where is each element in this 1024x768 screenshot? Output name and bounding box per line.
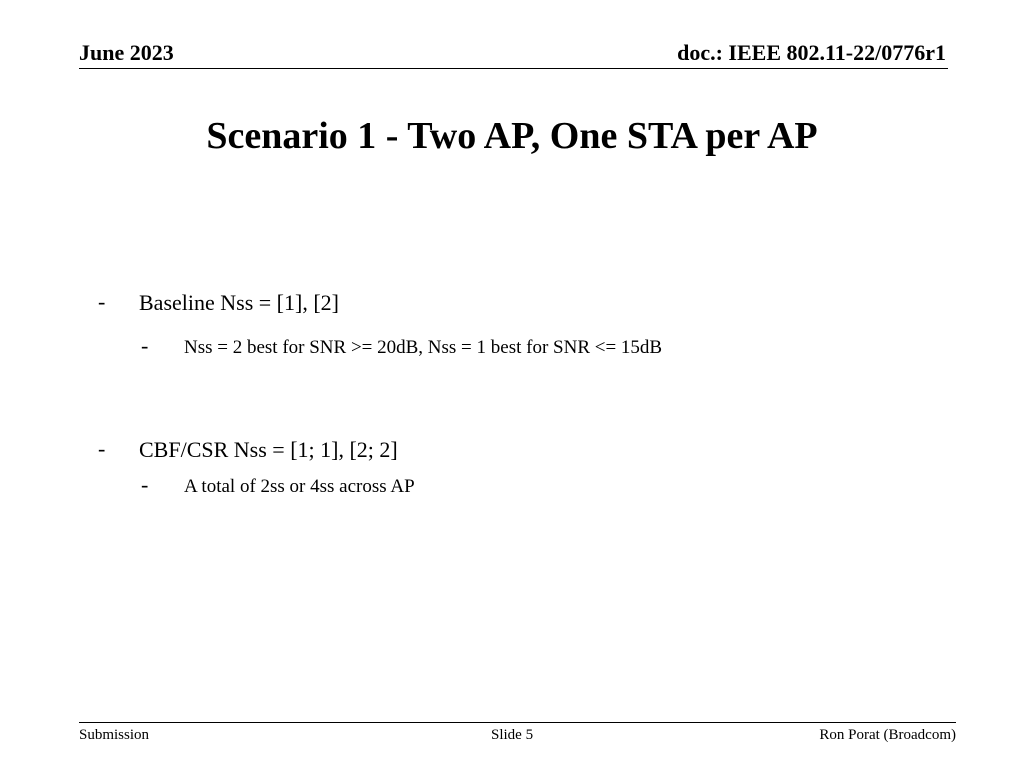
footer-author: Ron Porat (Broadcom)	[819, 727, 956, 743]
header-doc-id: doc.: IEEE 802.11-22/0776r1	[677, 40, 946, 65]
slide-title: Scenario 1 - Two AP, One STA per AP	[206, 115, 818, 157]
sub-bullet-text: A total of 2ss or 4ss across AP	[184, 476, 415, 497]
sub-bullet-marker: -	[141, 333, 149, 358]
footer-slide-number: Slide 5	[491, 727, 534, 743]
bullet-marker: -	[98, 289, 106, 314]
sub-bullet-marker: -	[141, 472, 149, 497]
bullet-text: CBF/CSR Nss = [1; 1], [2; 2]	[139, 437, 398, 462]
footer-submission: Submission	[79, 727, 150, 743]
footer-divider	[79, 722, 956, 723]
header-date: June 2023	[79, 40, 174, 65]
header-divider	[79, 68, 948, 69]
bullet-marker: -	[98, 436, 106, 461]
sub-bullet-text: Nss = 2 best for SNR >= 20dB, Nss = 1 best for SNR <= 15dB	[184, 337, 663, 358]
bullet-text: Baseline Nss = [1], [2]	[139, 290, 339, 315]
